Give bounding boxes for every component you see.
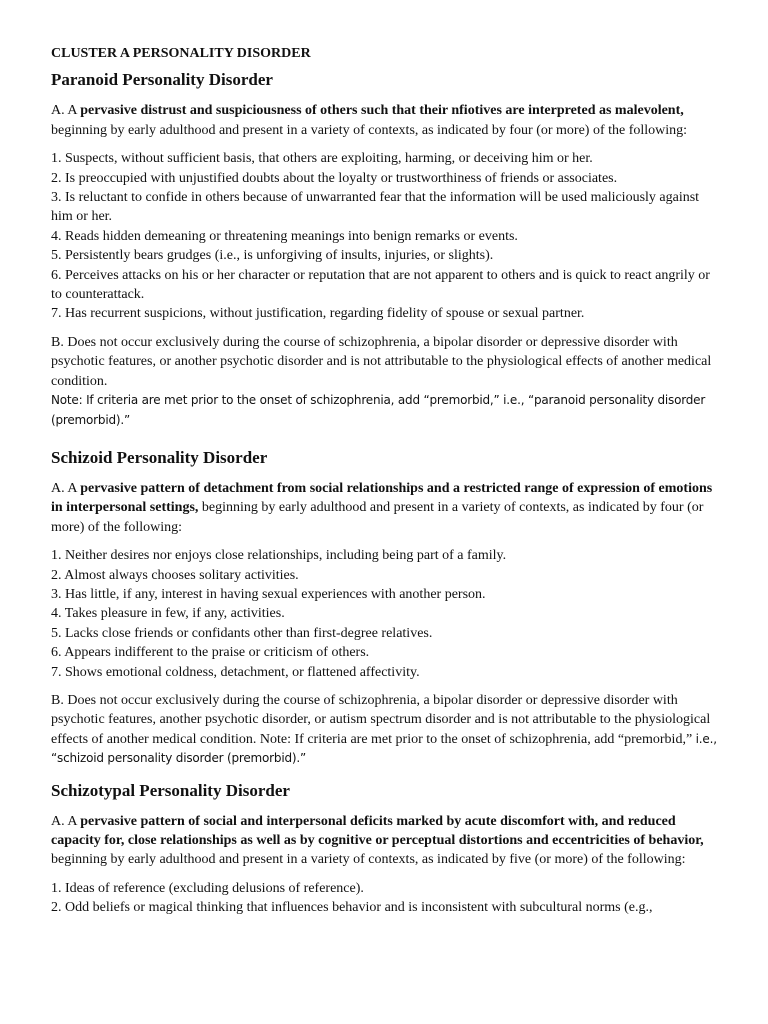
criterion-a-emphasis: pervasive pattern of detachment from social relationships and a restricted range of expression of emotions in interpersonal settings, xyxy=(51,480,713,516)
criterion-a-schizotypal xyxy=(51,812,723,870)
section-schizoid xyxy=(51,447,723,769)
section-title-paranoid: Paranoid Personality Disorder xyxy=(51,70,273,90)
list-item: 4. Takes pleasure in few, if any, activities. xyxy=(51,606,285,622)
list-item: 7. Has recurrent suspicions, without justification, regarding fidelity of spouse or sexual partner. xyxy=(51,306,585,322)
section-title-schizoid: Schizoid Personality Disorder xyxy=(51,447,268,467)
section-paranoid xyxy=(51,69,723,430)
list-item: 6. Perceives attacks on his or her character or reputation that are not apparent to others and is quick to react angrily or to counterattack. xyxy=(51,267,710,303)
list-item: 3. Is reluctant to confide in others because of unwarranted fear that the information will be used maliciously against him or her. xyxy=(51,190,700,225)
list-item: 7. Shows emotional coldness, detachment, or flattened affectivity. xyxy=(51,664,420,680)
criterion-a-emphasis: pervasive pattern of social and interpersonal deficits marked by acute discomfort with, and reduced capacity for, close relationships as well as by cognitive or perceptual distortions and eccentricities of behavior, xyxy=(51,813,704,848)
list-item: 1. Neither desires nor enjoys close relationships, including being part of a family. xyxy=(51,548,507,564)
criterion-a-schizoid xyxy=(51,479,723,537)
section-schizotypal xyxy=(51,780,723,918)
criterion-a-emphasis: pervasive distrust and suspiciousness of others such that their nfiotives are interpreted as malevolent, xyxy=(80,103,684,119)
cluster-title: CLUSTER A PERSONALITY DISORDER xyxy=(51,46,311,61)
criterion-b-text: B. Does not occur exclusively during the course of schizophrenia, a bipolar disorder or depressive disorder with psychotic features, another psychotic disorder, or autism spectrum disorder and is not attributable to the physiological effects of another medical condition. Note: If criteria are met prior to the onset of schizophrenia, add “premorbid,” xyxy=(51,692,711,747)
criteria-list-paranoid xyxy=(51,149,723,324)
list-item: 2. Odd beliefs or magical thinking that influences behavior and is inconsistent with subcultural norms (e.g., xyxy=(51,900,653,916)
list-item: 5. Lacks close friends or confidants other than first-degree relatives. xyxy=(51,625,433,641)
list-item: 2. Almost always chooses solitary activities. xyxy=(51,567,299,583)
criterion-a-prefix: A. A xyxy=(51,480,81,496)
section-title-schizotypal: Schizotypal Personality Disorder xyxy=(51,780,290,800)
criteria-list-schizoid xyxy=(51,546,723,682)
criterion-b-paranoid: B. Does not occur exclusively during the course of schizophrenia, a bipolar disorder or depressive disorder with psychotic features, or another psychotic disorder and is not attributable to the physiological effects of another medical condition. xyxy=(51,334,712,389)
criterion-a-paranoid xyxy=(51,101,723,140)
criteria-list-schizotypal xyxy=(51,879,723,918)
list-item: 2. Is preoccupied with unjustified doubts about the loyalty or trustworthiness of friends or associates. xyxy=(51,170,618,186)
criterion-b-schizoid xyxy=(51,691,723,769)
criterion-a-rest: beginning by early adulthood and present in a variety of contexts, as indicated by four (or more) of the following: xyxy=(51,500,704,535)
list-item: 3. Has little, if any, interest in having sexual experiences with another person. xyxy=(51,586,486,602)
note-paranoid: Note: If criteria are met prior to the onset of schizophrenia, add “premorbid,” i.e., “paranoid personality disorder (premorbid).” xyxy=(51,393,706,427)
list-item: 1. Ideas of reference (excluding delusions of reference). xyxy=(51,880,364,896)
note-schizoid: i.e., “schizoid personality disorder (premorbid).” xyxy=(51,731,717,766)
list-item: 1. Suspects, without sufficient basis, that others are exploiting, harming, or deceiving him or her. xyxy=(51,151,593,167)
document-page xyxy=(51,44,723,927)
criterion-a-rest: beginning by early adulthood and present in a variety of contexts, as indicated by four (or more) of the following: xyxy=(51,122,688,138)
criterion-a-prefix: A. A xyxy=(51,813,81,829)
list-item: 5. Persistently bears grudges (i.e., is unforgiving of insults, injuries, or slights). xyxy=(51,248,494,264)
list-item: 4. Reads hidden demeaning or threatening meanings into benign remarks or events. xyxy=(51,228,518,244)
criterion-a-rest: beginning by early adulthood and present in a variety of contexts, as indicated by five (or more) of the following: xyxy=(51,852,686,868)
list-item: 6. Appears indifferent to the praise or criticism of others. xyxy=(51,645,370,661)
criterion-a-prefix: A. A xyxy=(51,103,81,119)
